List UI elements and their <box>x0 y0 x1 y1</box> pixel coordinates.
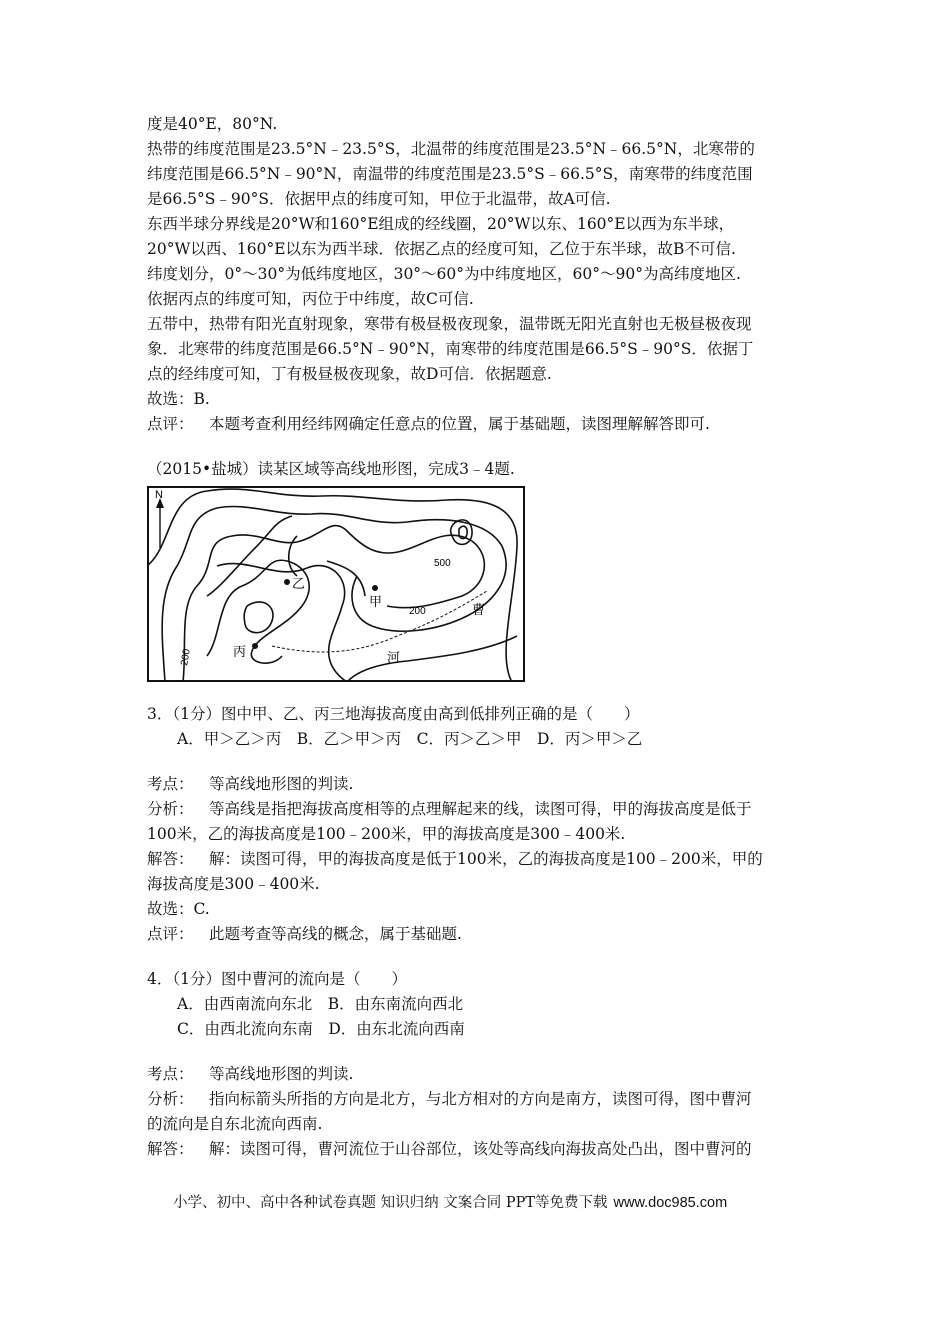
question-3-stem: 3．（1分）图中甲、乙、丙三地海拔高度由高到低排列正确的是（ ） <box>147 705 640 723</box>
q4-jieda <box>147 1137 817 1162</box>
text-line: 点的经纬度可知，丁有极昼极夜现象，故D可信．依据题意. <box>147 365 552 383</box>
text-line: 象．北寒带的纬度范围是66.5°N﹣90°N，南寒带的纬度范围是66.5°S﹣90°S．依据丁 <box>147 340 754 358</box>
question-3-options: A．甲＞乙＞丙 B．乙＞甲＞丙 C．丙＞乙＞甲 D．丙＞甲＞乙 <box>177 730 643 748</box>
text-line: 东西半球分界线是20°W和160°E组成的经线圈，20°W以东、160°E以西为东半球， <box>147 215 735 233</box>
dianping-text: 此题考查等高线的概念，属于基础题. <box>209 925 462 943</box>
q3-answer: 故选：C. <box>147 900 210 918</box>
label-bing: 丙 <box>233 645 247 660</box>
question-4-stem: 4．（1分）图中曹河的流向是（ ） <box>147 970 407 988</box>
question-4-options-1: A．由西南流向东北 B．由东南流向西北 <box>177 995 464 1013</box>
point-bing <box>252 643 258 649</box>
q3-fenxi <box>147 797 817 822</box>
footer-url[interactable]: www.doc985.com <box>613 1195 728 1211</box>
answer-line: 故选：B. <box>147 390 210 408</box>
kaodian-label: 考点： <box>147 775 194 793</box>
q3-jieda <box>147 847 817 872</box>
north-label: N <box>155 489 163 501</box>
q3-dianping <box>147 922 817 947</box>
text-line: 度是40°E，80°N. <box>147 115 278 133</box>
text-line: 纬度范围是66.5°N﹣90°N，南温带的纬度范围是23.5°S﹣66.5°S，南寒带的纬度范围 <box>147 165 753 183</box>
contour-lines <box>147 489 517 682</box>
point-jia <box>372 585 378 591</box>
fenxi-label: 分析： <box>147 800 194 818</box>
text-line: 20°W以西、160°E以东为西半球．依据乙点的经度可知，乙位于东半球，故B不可信. <box>147 240 736 258</box>
dianping-label: 点评： <box>147 925 194 943</box>
fenxi-text: 等高线是指把海拔高度相等的点理解起来的线，读图可得，甲的海拔高度是低于 <box>209 800 752 818</box>
contour-label-200: 200 <box>409 606 426 617</box>
label-he: 河 <box>387 651 401 666</box>
text-line: 依据丙点的纬度可知，丙位于中纬度，故C可信. <box>147 290 474 308</box>
north-arrow-icon <box>155 489 164 548</box>
text-line: 纬度划分，0°～30°为低纬度地区，30°～60°为中纬度地区，60°～90°为高纬度地区. <box>147 265 741 283</box>
comment-line <box>147 412 817 437</box>
question-4-options-2: C．由西北流向东南 D．由东北流向西南 <box>177 1020 465 1038</box>
q3-kaodian <box>147 772 817 797</box>
text-line: 是66.5°S﹣90°S．依据甲点的纬度可知，甲位于北温带，故A可信. <box>147 190 611 208</box>
label-yi: 乙 <box>292 577 306 592</box>
label-jia: 甲 <box>369 595 383 610</box>
contour-map <box>147 486 525 682</box>
kaodian-label: 考点： <box>147 1065 194 1083</box>
jieda-text: 解：读图可得，曹河流位于山谷部位，该处等高线向海拔高处凸出，图中曹河的 <box>209 1140 752 1158</box>
q4-kaodian <box>147 1062 817 1087</box>
comment-text: 本题考查利用经纬网确定任意点的位置，属于基础题，读图理解解答即可. <box>209 415 710 433</box>
q3-jieda-cont: 海拔高度是300﹣400米. <box>147 875 320 893</box>
fenxi-text: 指向标箭头所指的方向是北方，与北方相对的方向是南方，读图可得，图中曹河 <box>209 1090 752 1108</box>
text-line: 五带中，热带有阳光直射现象，寒带有极昼极夜现象，温带既无阳光直射也无极昼极夜现 <box>147 315 752 333</box>
kaodian-text: 等高线地形图的判读. <box>209 1065 354 1083</box>
q4-fenxi-cont: 的流向是自东北流向西南. <box>147 1115 323 1133</box>
comment-label: 点评： <box>147 415 194 433</box>
q3-fenxi-cont: 100米，乙的海拔高度是100﹣200米，甲的海拔高度是300﹣400米. <box>147 825 626 843</box>
document-page <box>147 112 817 1162</box>
footer-text: 小学、初中、高中各种试卷真题 知识归纳 文案合同 PPT等免费下载 <box>173 1195 608 1211</box>
jieda-label: 解答： <box>147 850 194 868</box>
fenxi-label: 分析： <box>147 1090 194 1108</box>
kaodian-text: 等高线地形图的判读. <box>209 775 354 793</box>
contour-label-200-left: 200 <box>179 648 193 667</box>
section-intro: （2015•盐城）读某区域等高线地形图，完成3﹣4题. <box>147 460 515 478</box>
page-footer <box>173 1191 727 1212</box>
q4-fenxi <box>147 1087 817 1112</box>
text-line: 热带的纬度范围是23.5°N﹣23.5°S，北温带的纬度范围是23.5°N﹣66.5°N，北寒带的 <box>147 140 755 158</box>
jieda-text: 解：读图可得，甲的海拔高度是低于100米，乙的海拔高度是100﹣200米，甲的 <box>209 850 763 868</box>
contour-label-500: 500 <box>434 558 451 569</box>
label-cao: 曹 <box>472 603 486 618</box>
jieda-label: 解答： <box>147 1140 194 1158</box>
point-yi <box>284 579 290 585</box>
